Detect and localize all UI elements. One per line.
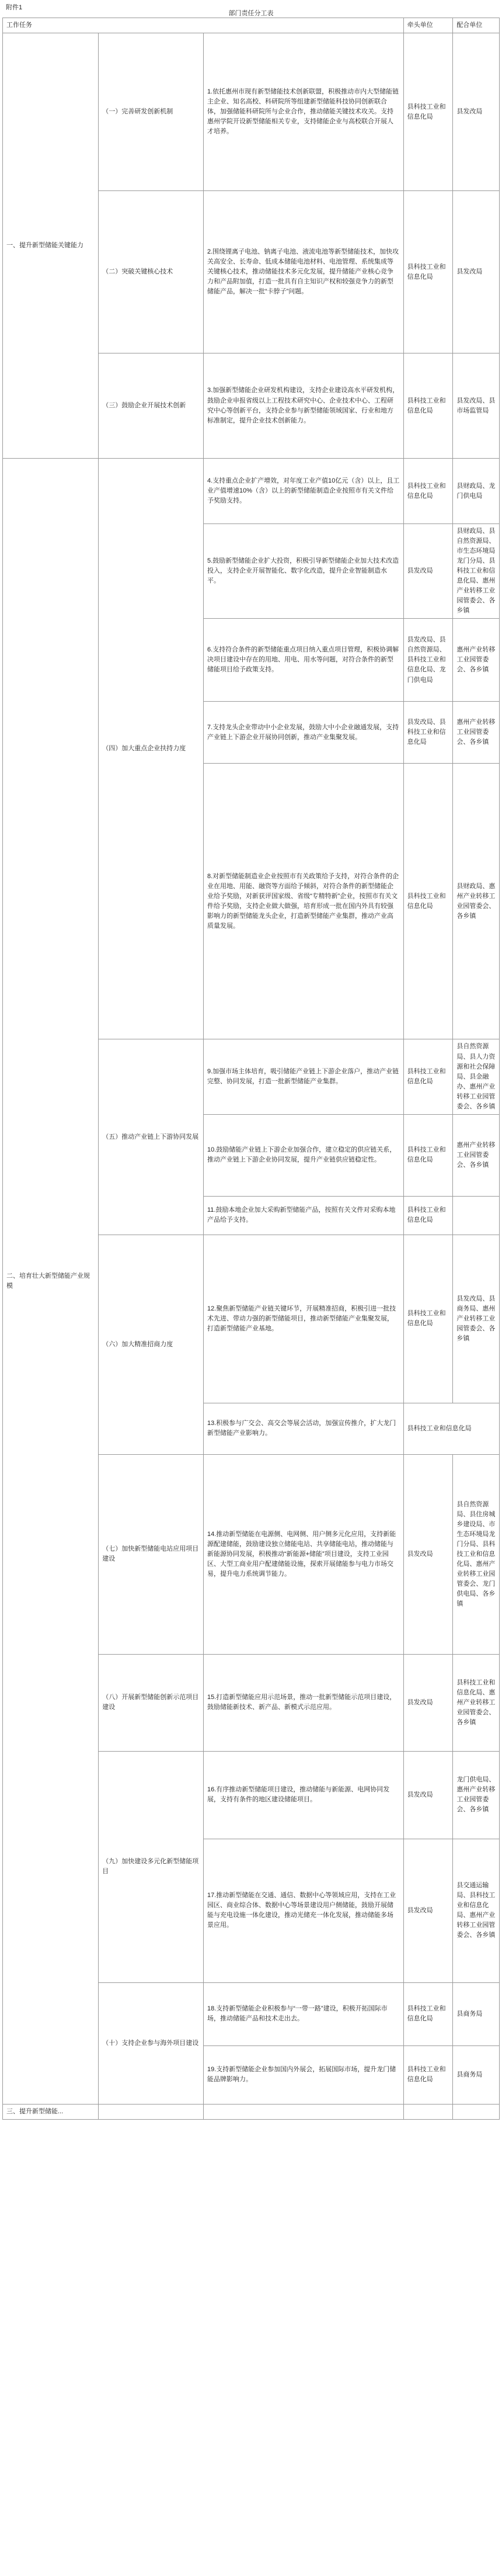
lead-cell: 县发改局 (403, 524, 453, 619)
task-cell: 15.打造新型储能应用示范场景，推动一批新型储能示范项目建设，鼓励储能新技术、新产品、新模式示范应用。 (203, 1654, 403, 1751)
category-cell: 三、提升新型储能... (3, 2104, 99, 2119)
subcategory-cell: （九）加快建设多元化新型储能项目 (99, 1751, 204, 1982)
subcategory-cell: （四）加大重点企业扶持力度 (99, 459, 204, 1039)
lead-cell (403, 2104, 453, 2119)
coop-cell: 县财政局、县自然资源局、市生态环境局龙门分局、县科技工业和信息化局、惠州产业转移工业园管委会、各乡镇 (453, 524, 500, 619)
coop-cell: 龙门供电局、惠州产业转移工业园管委会、各乡镇 (453, 1751, 500, 1839)
lead-cell: 县科技工业和信息化局 (403, 1235, 453, 1403)
task-cell: 11.鼓励本地企业加大采购新型储能产品，按照有关文件对采购本地产品给予支持。 (203, 1196, 403, 1235)
task-cell: 6.支持符合条件的新型储能重点项目纳入重点项目管理，积极协调解决项目建设中存在的用地、用电、用水等问题，对符合条件的新型储能项目给予政策支持。 (203, 619, 403, 702)
subcategory-cell: （六）加大精准招商力度 (99, 1235, 204, 1454)
task-cell: 4.支持重点企业扩产增效，对年度工业产值10亿元（含）以上，且工业产值增速10%（含）以上的新型储能制造企业按照市有关文件给予奖励支持。 (203, 459, 403, 524)
task-cell: 18.支持新型储能企业积极参与“一带一路”建设，积极开拓国际市场，推动储能产品和技术走出去。 (203, 1982, 403, 2045)
category-cell: 二、培育壮大新型储能产业规模 (3, 459, 99, 2105)
table-row (3, 33, 500, 191)
coop-cell: 惠州产业转移工业园管委会、各乡镇 (453, 619, 500, 702)
lead-cell: 县科技工业和信息化局 (403, 1403, 499, 1454)
header-task: 工作任务 (3, 18, 404, 33)
table-title: 部门责任分工表 (228, 10, 274, 17)
task-cell: 10.鼓励储能产业链上下游企业加强合作，建立稳定的供应链关系，推动产业链上下游企业协同发展，提升产业链供应链稳定性。 (203, 1114, 403, 1196)
task-cell: 2.围绕锂离子电池、钠离子电池、液流电池等新型储能技术，加快攻关高安全、长寿命、低成本储能电池材料、电池管理、系统集成等关键核心技术，推动储能技术多元化发展，提升储能产业核心竞争力和产品附加值，打造一批具有自主知识产权和较强竞争力的新型储能产品，解决一批“卡脖子”问题。 (203, 191, 403, 353)
coop-cell: 县自然资源局、县住房城乡建设局、市生态环境局龙门分局、县科技工业和信息化局、惠州产业转移工业园管委会、龙门供电局、各乡镇 (453, 1454, 500, 1654)
coop-cell: 惠州产业转移工业园管委会、各乡镇 (453, 1114, 500, 1196)
lead-cell: 县科技工业和信息化局 (403, 764, 453, 1039)
subcategory-cell: （八）开展新型储能创新示范项目建设 (99, 1654, 204, 1751)
task-cell: 19.支持新型储能企业参加国内外展会，拓展国际市场，提升龙门储能品牌影响力。 (203, 2045, 403, 2104)
lead-cell: 县科技工业和信息化局 (403, 191, 453, 353)
task-cell: 17.推动新型储能在交通、通信、数据中心等领域应用，支持在工业园区、商业综合体、数据中心等场景建设用户侧储能，鼓励开展储能与充电设施一体化建设，推动光储充一体化发展，推动储能多场景应用。 (203, 1839, 403, 1982)
task-cell: 13.积极参与广交会、高交会等展会活动，加强宣传推介，扩大龙门新型储能产业影响力。 (203, 1403, 403, 1454)
subcategory-cell: （七）加快新型储能电站应用项目建设 (99, 1454, 204, 1654)
lead-cell: 县科技工业和信息化局 (403, 33, 453, 191)
lead-cell: 县科技工业和信息化局 (403, 2045, 453, 2104)
attachment-label: 附件1 (6, 4, 23, 11)
task-cell: 14.推动新型储能在电源侧、电网侧、用户侧多元化应用，支持新能源配建储能，鼓励建设独立储能电站、共享储能电站，推动储能与新能源协同发展，积极推动“新能源+储能”项目建设，支持工业园区、大型工商业用户配建储能设施，探索开展储能参与电力市场交易，提升电力系统调节能力。 (203, 1454, 403, 1654)
table-row (3, 2104, 500, 2119)
coop-cell: 县交通运输局、县科技工业和信息化局、惠州产业转移工业园管委会、各乡镇 (453, 1839, 500, 1982)
lead-cell: 县科技工业和信息化局 (403, 1982, 453, 2045)
lead-cell: 县科技工业和信息化局 (403, 1196, 453, 1235)
header-coop: 配合单位 (453, 18, 500, 33)
task-cell: 7.支持龙头企业带动中小企业发展，鼓励大中小企业融通发展，支持产业链上下游企业开展协同创新，推动产业集聚发展。 (203, 702, 403, 764)
category-cell: 一、提升新型储能关键能力 (3, 33, 99, 459)
header-lead: 牵头单位 (403, 18, 453, 33)
coop-cell: 县财政局、惠州产业转移工业园管委会、各乡镇 (453, 764, 500, 1039)
coop-cell: 惠州产业转移工业园管委会、各乡镇 (453, 702, 500, 764)
table-row (3, 459, 500, 524)
coop-cell: 县财政局、龙门供电局 (453, 459, 500, 524)
task-cell: 12.聚焦新型储能产业链关键环节，开展精准招商，积极引进一批技术先进、带动力强的新型储能项目，推动新型储能产业集聚发展，打造新型储能产业基地。 (203, 1235, 403, 1403)
task-cell: 5.鼓励新型储能企业扩大投资，积极引导新型储能企业加大技术改造投入，支持企业开展智能化、数字化改造，提升企业智能制造水平。 (203, 524, 403, 619)
lead-cell: 县发改局 (403, 1839, 453, 1982)
subcategory-cell: （二）突破关键核心技术 (99, 191, 204, 353)
coop-cell (453, 1196, 500, 1235)
task-cell (203, 2104, 403, 2119)
task-cell: 9.加强市场主体培育，吸引储能产业链上下游企业落户，推动产业链完整、协同发展，打造一批新型储能产业集群。 (203, 1039, 403, 1114)
responsibility-table (2, 18, 500, 2120)
lead-cell: 县发改局 (403, 1654, 453, 1751)
coop-cell: 县自然资源局、县人力资源和社会保障局、县金融办、惠州产业转移工业园管委会、各乡镇 (453, 1039, 500, 1114)
lead-cell: 县发改局 (403, 1751, 453, 1839)
subcategory-cell: （一）完善研发创新机制 (99, 33, 204, 191)
lead-cell: 县科技工业和信息化局 (403, 459, 453, 524)
coop-cell (453, 2104, 500, 2119)
coop-cell: 县科技工业和信息化局、惠州产业转移工业园管委会、各乡镇 (453, 1654, 500, 1751)
coop-cell: 县商务局 (453, 2045, 500, 2104)
lead-cell: 县发改局、县自然资源局、县科技工业和信息化局、龙门供电局 (403, 619, 453, 702)
coop-cell: 县商务局 (453, 1982, 500, 2045)
lead-cell: 县科技工业和信息化局 (403, 1039, 453, 1114)
coop-cell: 县发改局、县市场监管局 (453, 353, 500, 459)
coop-cell: 县发改局 (453, 33, 500, 191)
task-cell: 8.对新型储能制造业企业按照市有关政策给予支持，对符合条件的企业在用地、用能、融资等方面给予倾斜，对符合条件的新型储能企业给予奖励，对新获评国家级、省级“专精特新”企业，按照市有关文件给予奖励，支持企业做大做强，培育形成一批在国内外具有较强影响力的新型储能龙头企业，打造新型储能产业集群，推动产业高质量发展。 (203, 764, 403, 1039)
task-cell: 1.依托惠州市现有新型储能技术创新联盟，积极推动市内大型储能链主企业、知名高校、科研院所等组建新型储能科技协同创新联合体，加强储能科研院所与企业合作，推动储能关键技术攻关。支持惠州学院开设新型储能相关专业，支持储能企业与高校联合开展人才培养。 (203, 33, 403, 191)
table-header-row (3, 18, 500, 33)
lead-cell: 县科技工业和信息化局 (403, 1114, 453, 1196)
task-cell: 16.有序推动新型储能项目建设，推动储能与新能源、电网协同发展，支持有条件的地区建设储能项目。 (203, 1751, 403, 1839)
subcategory-cell: （五）推动产业链上下游协同发展 (99, 1039, 204, 1235)
lead-cell: 县科技工业和信息化局 (403, 353, 453, 459)
coop-cell: 县发改局 (453, 191, 500, 353)
task-cell: 3.加强新型储能企业研发机构建设，支持企业建设高水平研发机构，鼓励企业申报省级以上工程技术研究中心、企业技术中心、工程研究中心等创新平台，支持企业参与新型储能领域国家、行业和地方标准制定，提升企业技术创新能力。 (203, 353, 403, 459)
lead-cell: 县发改局、县科技工业和信息化局 (403, 702, 453, 764)
subcategory-cell: （三）鼓励企业开展技术创新 (99, 353, 204, 459)
subcategory-cell (99, 2104, 204, 2119)
subcategory-cell: （十）支持企业参与海外项目建设 (99, 1982, 204, 2104)
coop-cell: 县发改局、县商务局、惠州产业转移工业园管委会、各乡镇 (453, 1235, 500, 1403)
lead-cell: 县发改局 (403, 1454, 453, 1654)
